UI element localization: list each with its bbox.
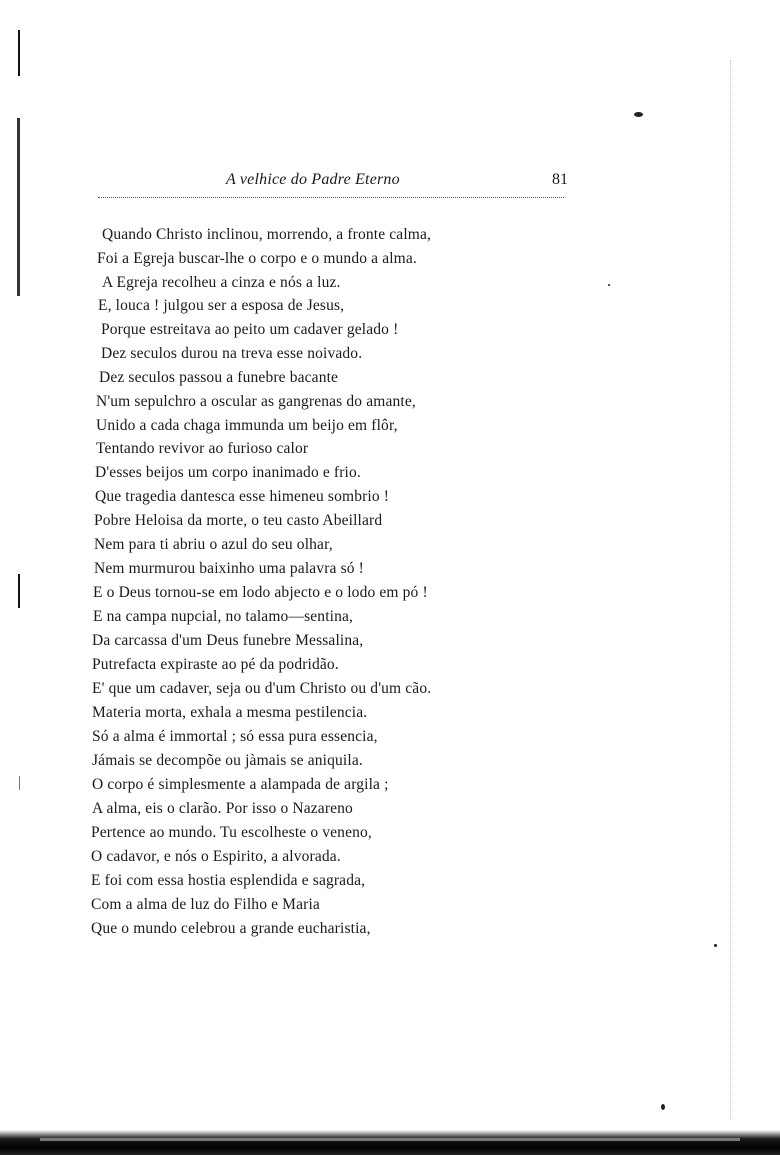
- scan-streak: [40, 1138, 740, 1141]
- chapter-title: A velhice do Padre Eterno: [226, 171, 400, 188]
- scan-speck: [634, 112, 643, 117]
- poem-line: Tentando revivor ao furioso calor: [96, 440, 309, 457]
- poem-line: D'esses beijos um corpo inanimado e frio.: [95, 464, 361, 481]
- poem-line: Da carcassa d'um Deus funebre Messalina,: [92, 632, 364, 649]
- poem-line: Dez seculos passou a funebre bacante: [99, 369, 339, 386]
- scan-edge-mark-middle: [17, 118, 20, 296]
- poem-line: E na campa nupcial, no talamo—sentina,: [93, 608, 354, 625]
- poem-line: E' que um cadaver, seja ou d'um Christo ou d'um cão.: [92, 680, 432, 697]
- scan-edge-mark-top: [18, 30, 20, 76]
- poem-line: A Egreja recolheu a cinza e nós a luz.: [102, 274, 341, 291]
- poem-line: Jámais se decompõe ou jàmais se aniquila.: [92, 752, 363, 769]
- poem-line: Nem murmurou baixinho uma palavra só !: [94, 560, 364, 577]
- scan-edge-mark-small: [19, 776, 20, 790]
- poem-line: Dez seculos durou na treva esse noivado.: [101, 345, 363, 362]
- running-header: [90, 168, 570, 192]
- poem-line: Putrefacta expiraste ao pé da podridão.: [92, 656, 339, 673]
- poem-line: N'um sepulchro a oscular as gangrenas do amante,: [96, 393, 416, 410]
- page-number: 81: [552, 171, 568, 188]
- scan-bottom-edge: [0, 1130, 780, 1155]
- poem-line: O corpo é simplesmente a alampada de argila ;: [92, 776, 389, 793]
- poem-line: Foi a Egreja buscar-lhe o corpo e o mundo a alma.: [97, 250, 417, 267]
- poem-line: Quando Christo inclinou, morrendo, a fronte calma,: [102, 226, 432, 243]
- poem-line: O cadavor, e nós o Espirito, a alvorada.: [91, 848, 341, 865]
- poem-line: Unido a cada chaga immunda um beijo em flôr,: [96, 417, 398, 434]
- scan-speck: [608, 284, 610, 286]
- poem-line: E foi com essa hostia esplendida e sagrada,: [91, 872, 366, 889]
- poem-line: Que o mundo celebrou a grande eucharistia,: [91, 920, 371, 937]
- poem-line: Só a alma é immortal ; só essa pura essencia,: [92, 728, 378, 745]
- poem-line: Pertence ao mundo. Tu escolheste o veneno,: [91, 824, 372, 841]
- poem-line: A alma, eis o clarão. Por isso o Nazareno: [92, 800, 353, 817]
- poem-line: Com a alma de luz do Filho e Maria: [91, 896, 320, 913]
- header-rule: [98, 197, 564, 198]
- poem-line: E, louca ! julgou ser a esposa de Jesus,: [98, 297, 345, 314]
- poem-line: Pobre Heloisa da morte, o teu casto Abeillard: [94, 512, 383, 529]
- poem-line: E o Deus tornou-se em lodo abjecto e o lodo em pó !: [93, 584, 428, 601]
- scan-speck: [661, 1104, 665, 1110]
- scan-dotted-margin: [730, 60, 733, 1120]
- scan-edge-mark-lower: [18, 574, 20, 608]
- poem-line: Porque estreitava ao peito um cadaver gelado !: [101, 321, 399, 338]
- poem-line: Nem para ti abriu o azul do seu olhar,: [94, 536, 333, 553]
- scan-speck: [714, 944, 717, 947]
- poem-line: Materia morta, exhala a mesma pestilencia.: [92, 704, 368, 721]
- poem-line: Que tragedia dantesca esse himeneu sombrio !: [95, 488, 390, 505]
